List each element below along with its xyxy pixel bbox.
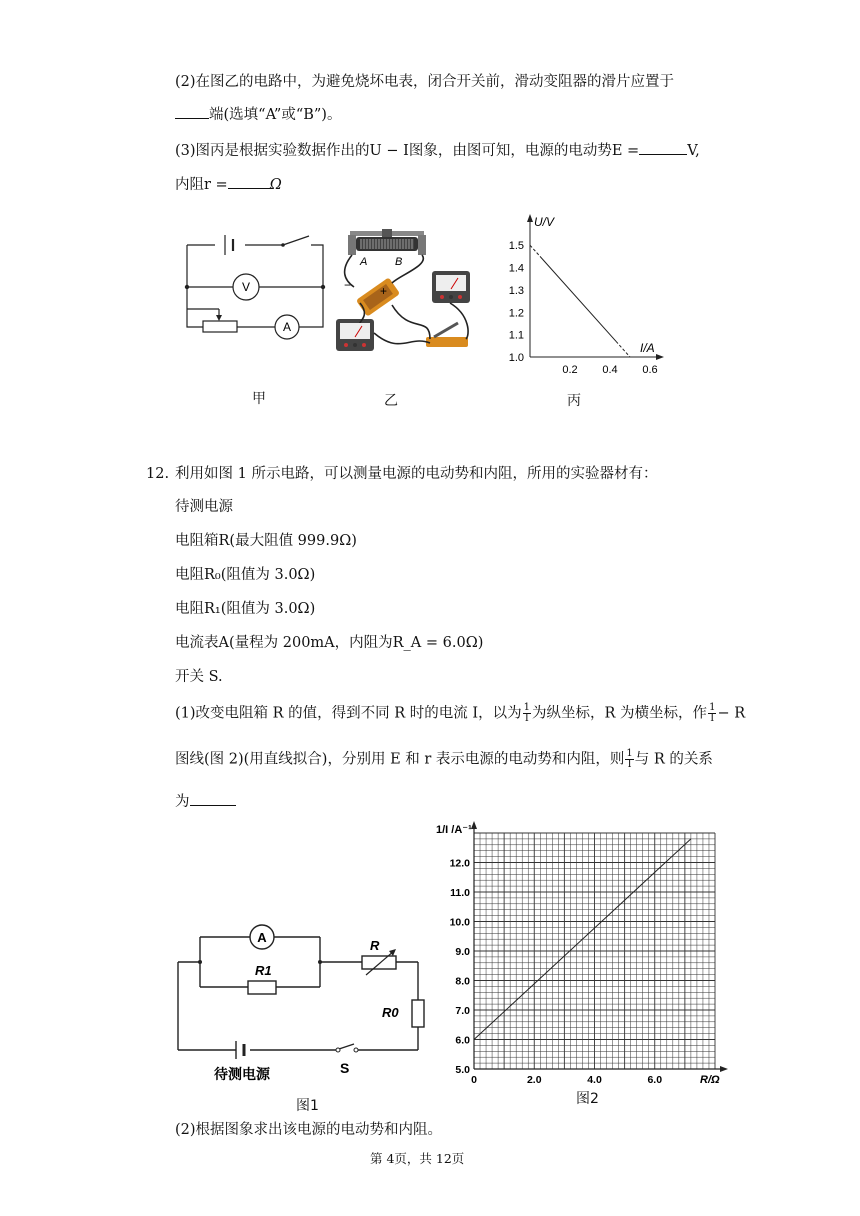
y-tick-label: 9.0 <box>455 946 470 958</box>
q11-part3-line1: (3)图丙是根据实验数据作出的U − I图象，由图可知，电源的电动势E = V, <box>175 140 700 161</box>
switch-label: S <box>340 1060 350 1076</box>
answer-blank[interactable] <box>175 104 209 119</box>
q11-part2-line1: (2)在图乙的电路中，为避免烧坏电表，闭合开关前，滑动变阻器的滑片应置于 <box>175 74 675 90</box>
y-tick-label: 6.0 <box>455 1034 470 1047</box>
y-tick-label: 5.0 <box>455 1064 470 1076</box>
y-tick-label: 1.3 <box>508 284 524 297</box>
answer-blank[interactable] <box>190 791 236 806</box>
y-tick-label: 1.4 <box>508 262 524 275</box>
answer-blank[interactable] <box>228 174 270 189</box>
q11-part3-line2: 内阻r = Ω <box>175 174 282 195</box>
x-tick-label: 0.6 <box>642 364 658 376</box>
figure-jia-circuit <box>175 225 335 355</box>
svg-text:A: A <box>360 256 368 268</box>
figure-yi-apparatus <box>330 225 480 357</box>
x-tick-label: 4.0 <box>587 1074 602 1086</box>
y-tick-label: 1.1 <box>508 329 524 342</box>
q12-part1-line3: 为 <box>175 791 236 812</box>
voltmeter-label: V <box>241 280 251 294</box>
ammeter-icon <box>336 319 374 351</box>
caption-jia: 甲 <box>252 391 266 407</box>
x-tick-label: 0.2 <box>562 364 578 376</box>
q11-part2-line2: 端(选填“A”或“B”)。 <box>175 104 341 125</box>
ammeter-label: A <box>282 320 292 334</box>
figure2-graph <box>432 815 732 1090</box>
r1-label: R1 <box>255 963 272 978</box>
q12-item: 待测电源 <box>175 499 233 515</box>
q12-number: 12. <box>146 466 170 482</box>
page-footer: 第 4页，共 12页 <box>370 1151 465 1166</box>
svg-text:−: − <box>344 278 352 292</box>
q12-item: 开关 S. <box>175 669 223 685</box>
fraction: $\frac{1}{I}$ <box>626 748 633 770</box>
voltmeter-icon <box>432 271 470 303</box>
battery-icon <box>356 277 400 316</box>
caption-bing: 丙 <box>567 393 581 409</box>
y-tick-label: 10.0 <box>449 916 470 929</box>
caption-fig2: 图2 <box>576 1091 599 1107</box>
dashed-extension <box>530 245 540 256</box>
r-label: R <box>370 938 380 953</box>
q12-part1-line1: (1)改变电阻箱 R 的值，得到不同 R 时的电流 I，以为 $\frac{1}{I}$ 为纵坐标，R 为横坐标，作 $\frac{1}{I}$ − R <box>175 702 746 724</box>
q12-item: 电阻箱R(最大阻值 999.9Ω) <box>175 533 357 549</box>
x-tick-label: 0 <box>471 1074 477 1086</box>
data-line <box>540 256 616 341</box>
q12-item: 电阻R₁(阻值为 3.0Ω) <box>175 601 316 617</box>
y-tick-label: 1.5 <box>508 240 524 253</box>
r0-label: R0 <box>382 1005 399 1020</box>
caption-yi: 乙 <box>384 393 398 409</box>
switch-icon <box>426 323 468 347</box>
q12-part1-line2: 图线(图 2)(用直线拟合)，分别用 E 和 r 表示电源的电动势和内阻，则 $\frac{1}{I}$ 与 R 的关系 <box>175 748 713 770</box>
svg-text:B: B <box>395 256 403 268</box>
fraction: $\frac{1}{I}$ <box>523 702 531 724</box>
x-tick-label: 6.0 <box>647 1074 663 1086</box>
q12-item: 电阻R₀(阻值为 3.0Ω) <box>175 567 316 583</box>
ammeter-label: A <box>257 930 267 945</box>
y-tick-label: 1.0 <box>508 352 524 364</box>
y-tick-label: 11.0 <box>450 887 470 899</box>
rheostat-icon <box>348 229 426 255</box>
svg-text:I/A: I/A <box>640 341 655 355</box>
y-tick-label: 8.0 <box>455 975 470 988</box>
dashed-extension <box>616 341 630 357</box>
x-tick-label: 2.0 <box>526 1074 542 1086</box>
q12-item: 电流表A(量程为 200mA，内阻为R_A = 6.0Ω) <box>175 635 484 651</box>
source-label: 待测电源 <box>214 1066 270 1082</box>
x-axis-label: R/Ω <box>700 1074 720 1086</box>
y-axis-label: 1/I /A⁻¹ <box>436 824 472 836</box>
q12-intro: 利用如图 1 所示电路，可以测量电源的电动势和内阻，所用的实验器材有： <box>175 466 658 482</box>
figure1-circuit <box>170 915 440 1095</box>
svg-text:+: + <box>380 284 388 298</box>
y-tick-label: 12.0 <box>449 857 470 870</box>
fraction: $\frac{1}{I}$ <box>709 702 716 724</box>
x-tick-label: 0.4 <box>602 364 618 376</box>
svg-text:U/V: U/V <box>534 215 555 229</box>
answer-blank[interactable] <box>639 140 687 155</box>
figure-bing-ui-graph <box>490 212 680 382</box>
q12-part2: (2)根据图象求出该电源的电动势和内阻。 <box>175 1122 443 1138</box>
y-tick-label: 7.0 <box>455 1005 470 1017</box>
caption-fig1: 图1 <box>296 1098 319 1114</box>
y-tick-label: 1.2 <box>508 307 524 320</box>
